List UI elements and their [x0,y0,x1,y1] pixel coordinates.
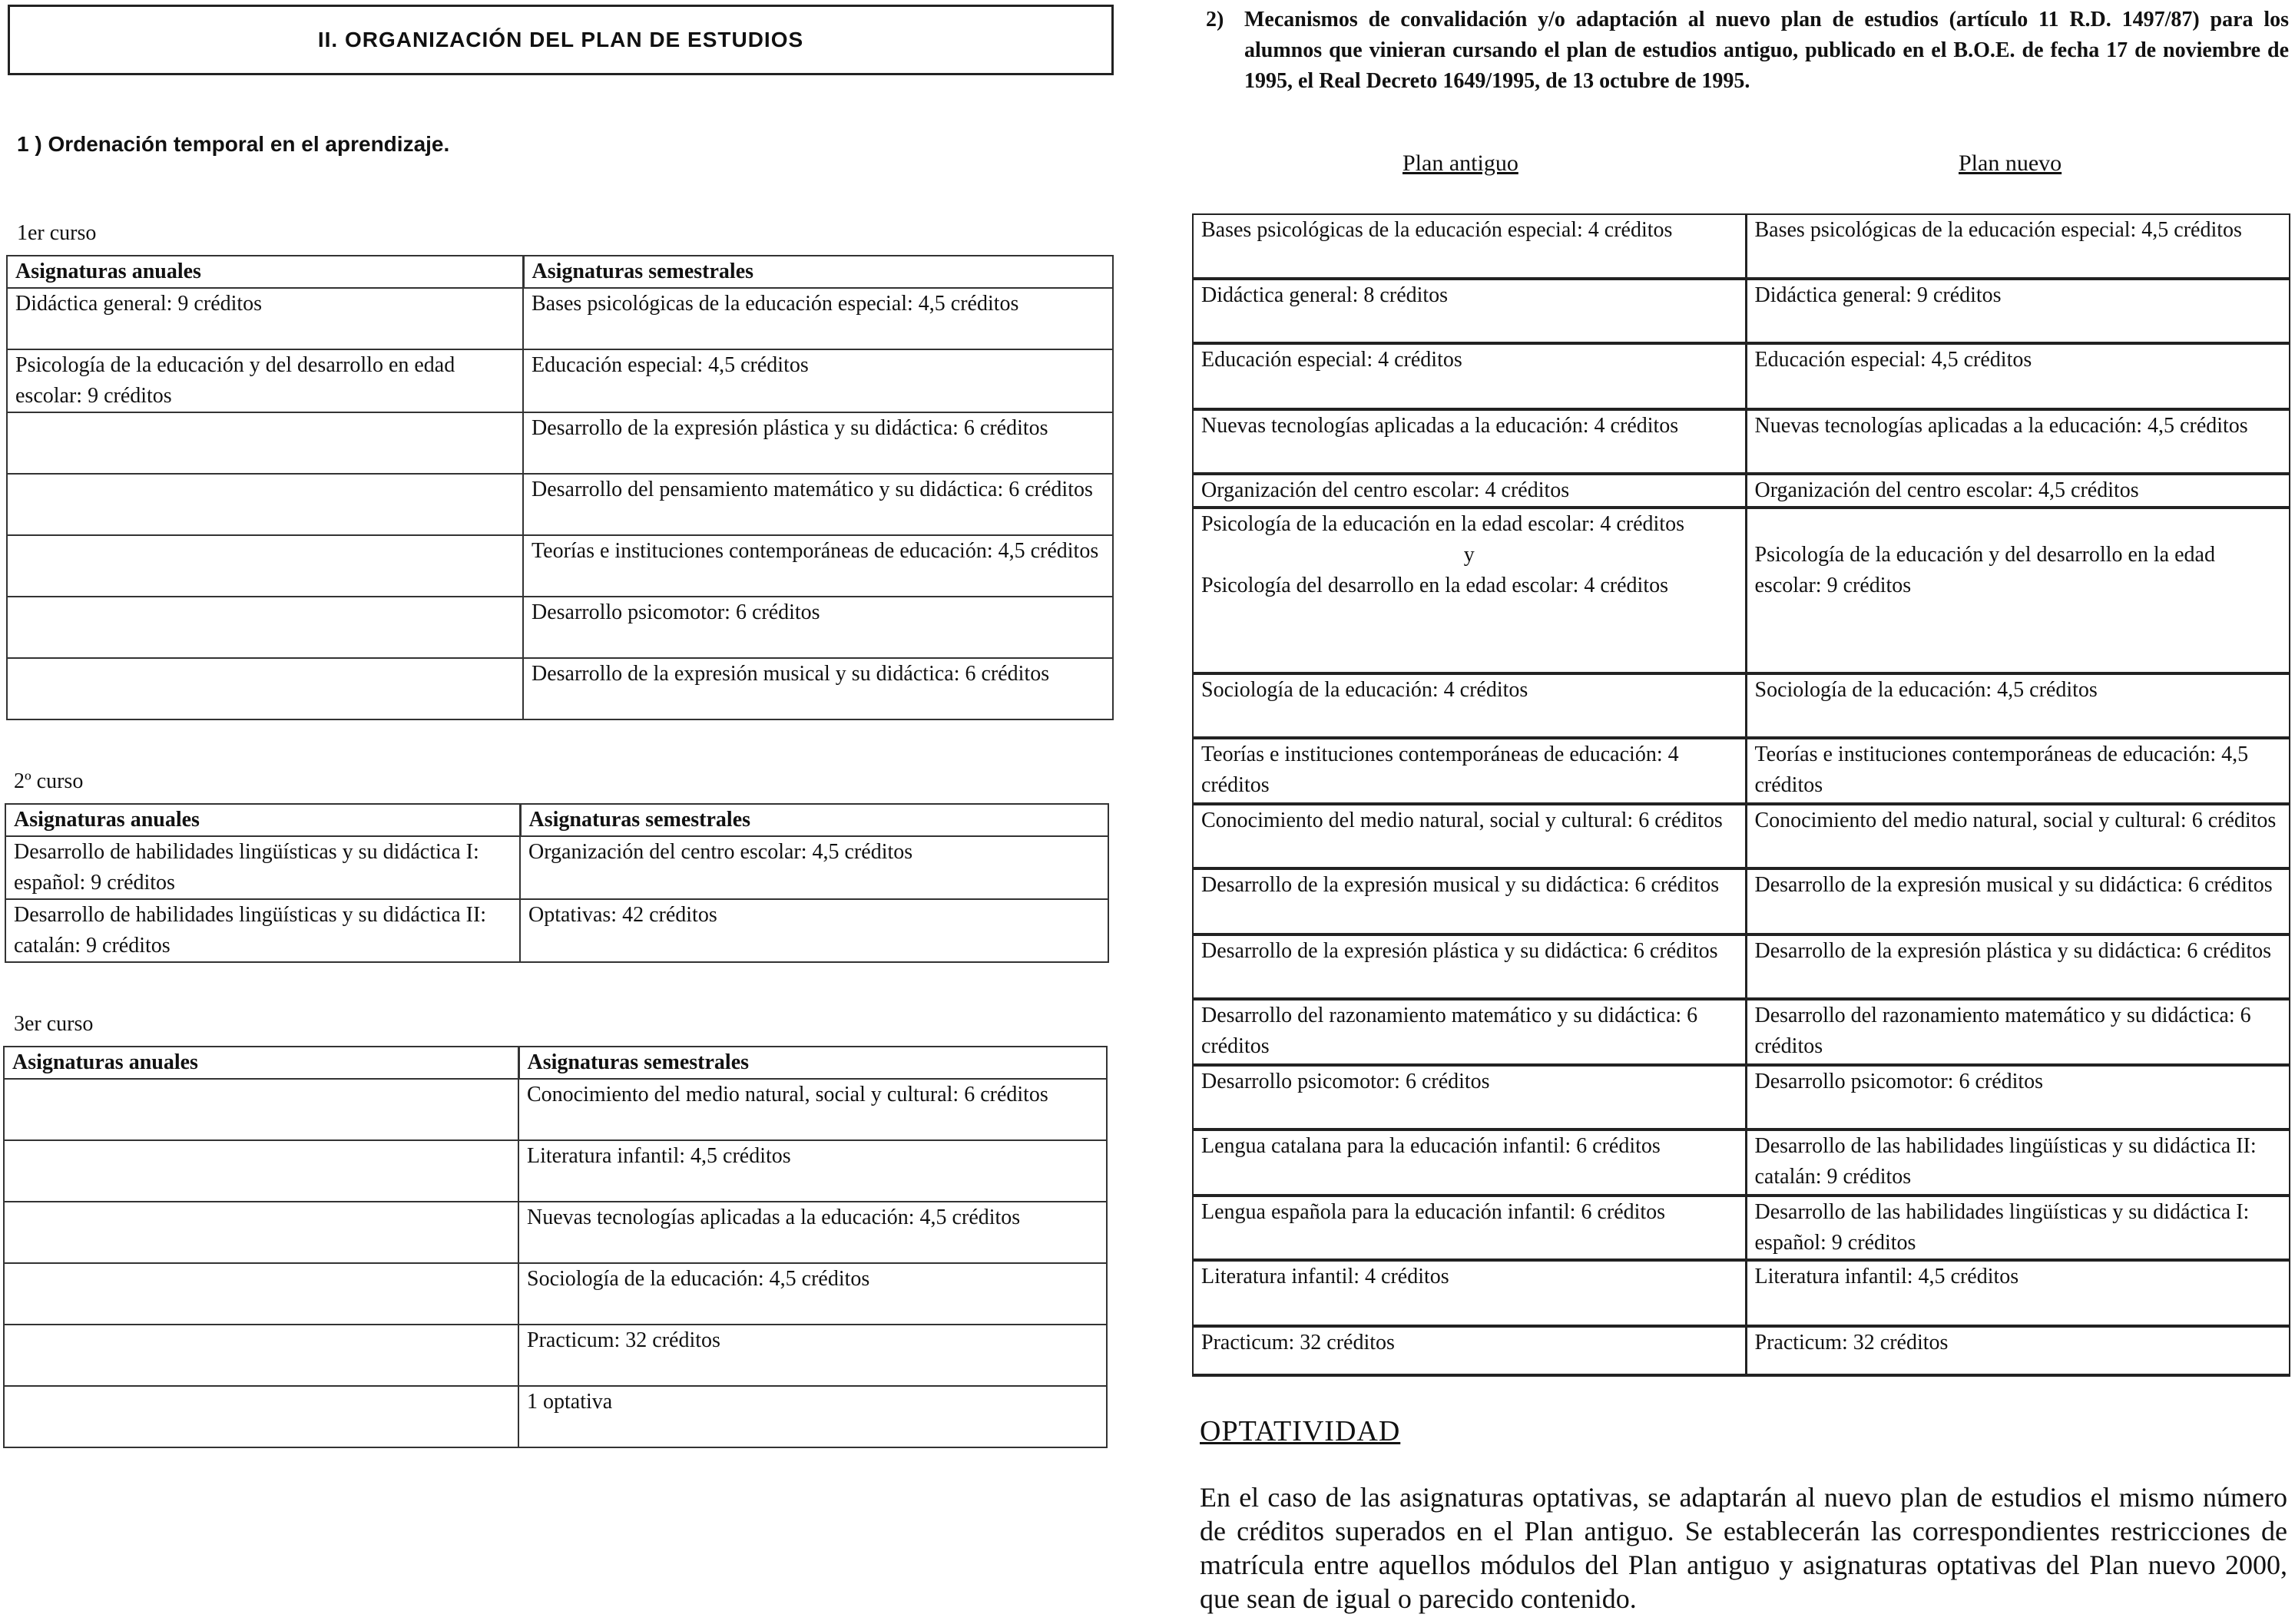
table-row: Nuevas tecnologías aplicadas a la educación: 4 créditos Nuevas tecnologías aplicadas a la educación: 4,5 créditos [1193,409,2290,474]
course-2-table [5,803,1109,963]
table-row: Desarrollo psicomotor: 6 créditos [7,597,1113,658]
plan-old-header: Plan antiguo [1402,150,1518,176]
course-1-title: 1er curso [17,221,97,245]
subsection-2-text: Mecanismos de convalidación y/o adaptación al nuevo plan de estudios (artículo 11 R.D. 1497/87) para los alumnos que vinieran cursando el plan de estudios antiguo, publicado en el B.O.E. de fecha 17 de noviembre de 1995, el Real Decreto 1649/1995, de 13 octubre de 1995. [1244,8,2289,93]
table-row: Didáctica general: 9 créditos Bases psicológicas de la educación especial: 4,5 créditos [7,288,1113,349]
course-2-title: 2º curso [14,769,84,793]
table-row: Organización del centro escolar: 4 créditos Organización del centro escolar: 4,5 créditos [1193,474,2290,508]
table-row: Desarrollo de la expresión musical y su didáctica: 6 créditos [7,658,1113,719]
subsection-2-number: 2) [1206,8,1224,31]
table-row: Desarrollo de la expresión musical y su didáctica: 6 créditos Desarrollo de la expresión musical y su didáctica: 6 créditos [1193,868,2290,934]
header-semester: Asignaturas semestrales [520,804,1108,836]
subsection-2 [1206,5,2289,97]
table-row: Psicología de la educación en la edad escolar: 4 créditos y Psicología del desarrollo en la edad escolar: 4 créditos Psicología de la educación y del desarrollo en la edad escolar: 9 créditos [1193,508,2290,673]
conversion-table [1192,213,2290,1377]
table-row: Literatura infantil: 4,5 créditos [4,1140,1107,1202]
header-annual: Asignaturas anuales [4,1047,518,1079]
table-row: Conocimiento del medio natural, social y cultural: 6 créditos [4,1079,1107,1140]
table-row: Desarrollo del pensamiento matemático y su didáctica: 6 créditos [7,474,1113,535]
header-semester: Asignaturas semestrales [523,256,1113,288]
optatividad-title: OPTATIVIDAD [1200,1415,1401,1447]
table-row: Sociología de la educación: 4 créditos Sociología de la educación: 4,5 créditos [1193,673,2290,738]
table-row: Conocimiento del medio natural, social y cultural: 6 créditos Conocimiento del medio natural, social y cultural: 6 créditos [1193,804,2290,868]
subsection-1-title: 1 ) Ordenación temporal en el aprendizaje. [17,132,450,156]
table-row: Desarrollo de la expresión plástica y su didáctica: 6 créditos Desarrollo de la expresión plástica y su didáctica: 6 créditos [1193,934,2290,999]
table-row: Nuevas tecnologías aplicadas a la educación: 4,5 créditos [4,1202,1107,1263]
table-row: Sociología de la educación: 4,5 créditos [4,1263,1107,1325]
section-title: II. ORGANIZACIÓN DEL PLAN DE ESTUDIOS [8,5,1114,75]
course-3-table [3,1046,1108,1448]
course-1-table [6,255,1114,720]
plan-new-header: Plan nuevo [1959,150,2062,176]
table-row: Lengua española para la educación infantil: 6 créditos Desarrollo de las habilidades lingüísticas y su didáctica I: español: 9 créditos [1193,1196,2290,1260]
table-row: Didáctica general: 8 créditos Didáctica general: 9 créditos [1193,279,2290,343]
table-row: Literatura infantil: 4 créditos Literatura infantil: 4,5 créditos [1193,1260,2290,1326]
table-row: 1 optativa [4,1386,1107,1447]
table-row: Desarrollo de habilidades lingüísticas y su didáctica I: español: 9 créditos Organización del centro escolar: 4,5 créditos [5,836,1108,899]
table-row: Desarrollo de habilidades lingüísticas y su didáctica II: catalán: 9 créditos Optativas: 42 créditos [5,899,1108,962]
table-row: Desarrollo psicomotor: 6 créditos Desarrollo psicomotor: 6 créditos [1193,1065,2290,1130]
table-row: Educación especial: 4 créditos Educación especial: 4,5 créditos [1193,343,2290,409]
course-3-title: 3er curso [14,1012,94,1036]
optatividad-text: En el caso de las asignaturas optativas, se adaptarán al nuevo plan de estudios el mismo número de créditos superados en el Plan antiguo. Se establecerán las correspondientes restricciones de matrícula entre aquellos módulos del Plan antiguo y asignaturas optativas del Plan nuevo 2000, que sean de igual o parecido contenido. [1200,1482,2287,1614]
table-row: Teorías e instituciones contemporáneas de educación: 4 créditos Teorías e instituciones contemporáneas de educación: 4,5 créditos [1193,738,2290,804]
table-row: Psicología de la educación y del desarrollo en edad escolar: 9 créditos Educación especial: 4,5 créditos [7,349,1113,412]
header-semester: Asignaturas semestrales [518,1047,1107,1079]
table-row: Teorías e instituciones contemporáneas de educación: 4,5 créditos [7,535,1113,597]
table-row: Desarrollo de la expresión plástica y su didáctica: 6 créditos [7,412,1113,474]
table-row: Desarrollo del razonamiento matemático y su didáctica: 6 créditos Desarrollo del razonamiento matemático y su didáctica: 6 créditos [1193,999,2290,1065]
table-row: Practicum: 32 créditos [4,1325,1107,1386]
table-row: Bases psicológicas de la educación especial: 4 créditos Bases psicológicas de la educación especial: 4,5 créditos [1193,214,2290,279]
header-annual: Asignaturas anuales [5,804,520,836]
table-row: Lengua catalana para la educación infantil: 6 créditos Desarrollo de las habilidades lingüísticas y su didáctica II: catalán: 9 créditos [1193,1130,2290,1196]
header-annual: Asignaturas anuales [7,256,523,288]
table-row: Practicum: 32 créditos Practicum: 32 créditos [1193,1326,2290,1375]
connector-y: y [1463,543,1475,567]
